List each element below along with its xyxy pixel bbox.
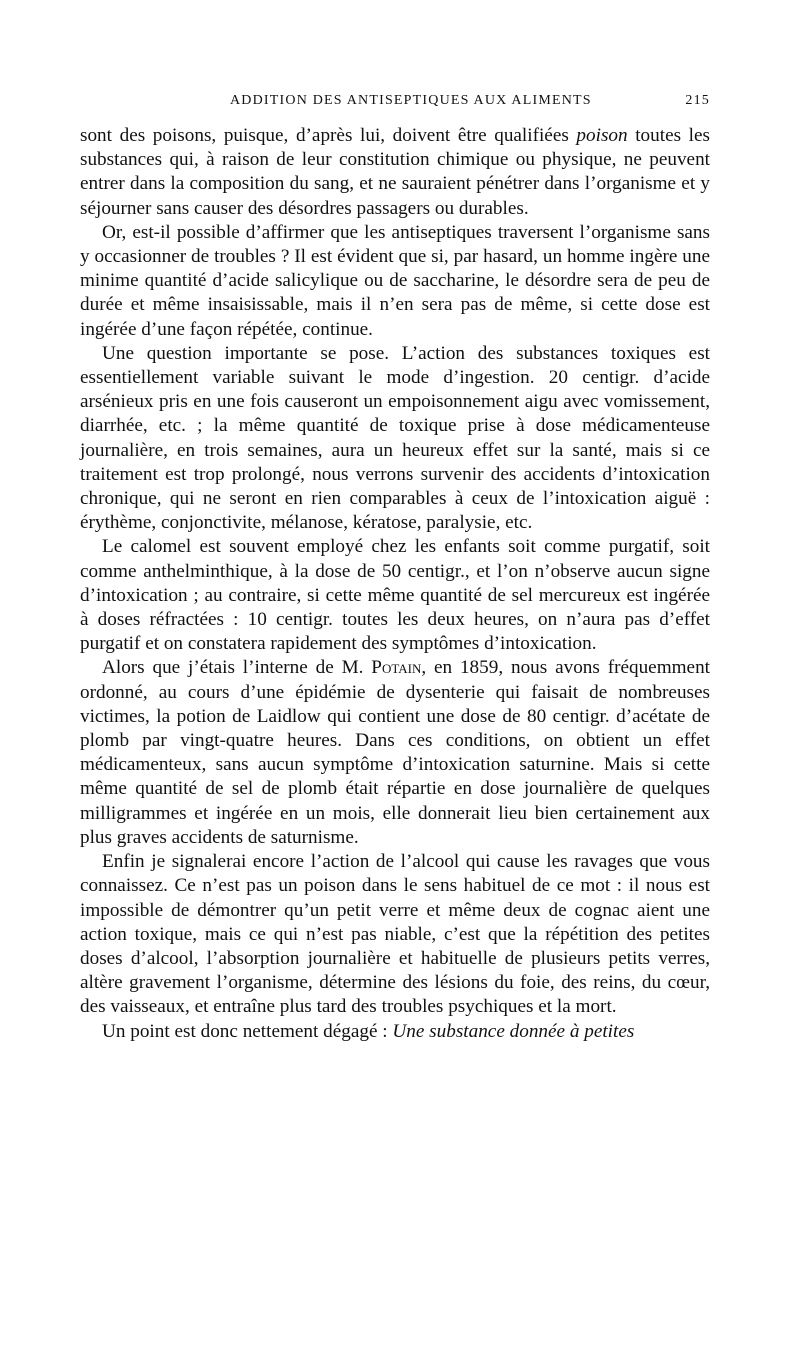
author-name: Potain (371, 657, 422, 679)
paragraph-5 (80, 656, 710, 850)
paragraph-7-italic: Une substance donnée à petites (392, 1020, 635, 1042)
page-number: 215 (685, 93, 710, 108)
paragraph-1-text: sont des poisons, puisque, d’après lui, doivent être qualifiées (80, 125, 577, 146)
paragraph-1-italic: poison (576, 125, 628, 146)
paragraph-2: Or, est-il possible d’affirmer que les antiseptiques traversent l’organisme sans y occasionner de troubles ? Il est évident que si, par hasard, un homme ingère une minime quantité d’acide salicylique ou de saccharine, le désordre sera de peu de durée et même insaisissable, mais il n’en sera pas de même, si cette dose est ingérée d’une façon répétée, continue. (80, 221, 710, 340)
paragraph-1 (80, 124, 710, 221)
paragraph-7-text: Un point est donc nettement dégagé : (102, 1020, 393, 1042)
page-header (80, 93, 710, 113)
paragraph-3: Une question importante se pose. L’action des substances toxiques est essentiellement variable suivant le mode d’ingestion. 20 centigr. d’acide arsénieux pris en une fois causeront un empoisonnement aigu avec vomissement, diarrhée, etc. ; la même quantité de toxique prise à dose médicamenteuse journalière, en trois semaines, aura un heureux effet sur la santé, mais si ce traitement est trop prolongé, nous verrons survenir des accidents d’intoxication chronique, qui ne seront en rien comparables à ceux de l’intoxication aiguë : érythème, conjonctivite, mélanose, kératose, paralysie, etc. (80, 342, 710, 534)
paragraph-4: Le calomel est souvent employé chez les enfants soit comme purgatif, soit comme anthelminthique, à la dose de 50 centigr., et l’on n’observe aucun signe d’intoxication ; au contraire, si cette même quantité de sel mercureux est ingérée à doses réfractées : 10 centigr. toutes les deux heures, on n’aura pas d’effet purgatif et on constatera rapidement des symptômes d’intoxication. (80, 536, 710, 655)
body-text (80, 124, 710, 1044)
paragraph-7 (80, 1020, 710, 1044)
running-title: ADDITION DES ANTISEPTIQUES AUX ALIMENTS (230, 93, 592, 108)
paragraph-6: Enfin je signalerai encore l’action de l’alcool qui cause les ravages que vous connaissez. Ce n’est pas un poison dans le sens habituel de ce mot : il nous est impossible de démontrer qu’un petit verre et même deux de cognac aient une action toxique, mais ce qui n’est pas niable, c’est que la répétition des petites doses d’alcool, l’absorption journalière et habituelle de plusieurs petits verres, altère gravement l’organisme, détermine des lésions du foie, des reins, du cœur, des vaisseaux, et entraîne plus tard des troubles psychiques et la mort. (80, 851, 710, 1018)
paragraph-1-text-end: toutes les substances qui, à raison de leur constitution chimique ou physique, ne peuvent entrer dans la composition du sang, et ne sauraient pénétrer dans l’organisme et y séjourner sans causer des désordres passagers ou durables. (80, 125, 710, 219)
paragraph-5-text-end: , en 1859, nous avons fréquemment ordonné, au cours d’une épidémie de dysenterie qui faisait de nombreuses victimes, la potion de Laidlow qui contient une dose de 80 centigr. d’acétate de plomb par vingt-quatre heures. Dans ces conditions, on obtient un effet médicamenteux, sans aucun symptôme d’intoxication saturnine. Mais si cette même quantité de sel de plomb était répartie en dose journalière de quelques milligrammes et ingérée en un mois, elle donnerait lieu bien certainement aux plus graves accidents de saturnisme. (80, 657, 710, 848)
paragraph-5-text: Alors que j’étais l’interne de M. (102, 657, 372, 679)
